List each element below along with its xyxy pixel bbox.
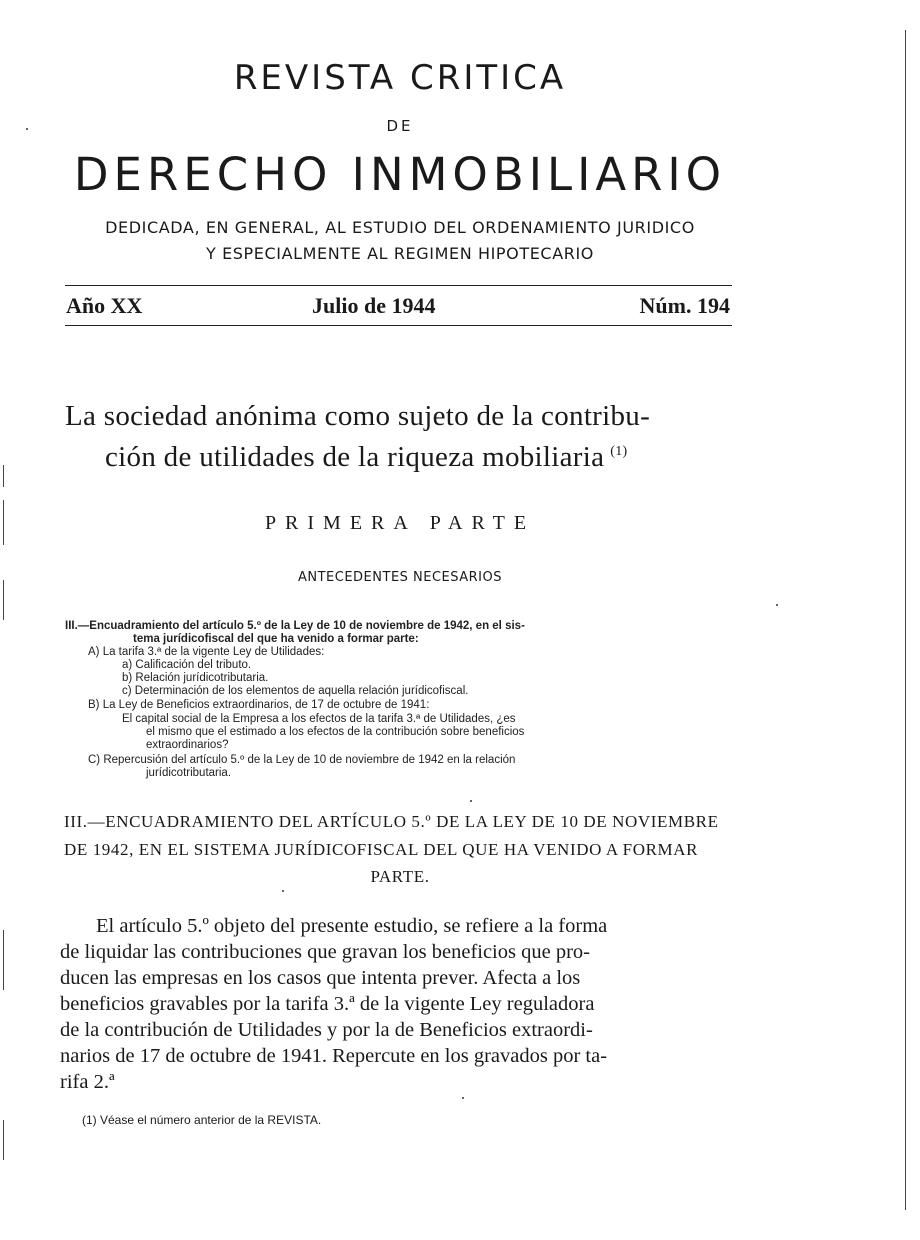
- scan-margin-mark: [3, 465, 4, 487]
- scan-speck: [282, 890, 284, 892]
- body-line: El artículo 5.º objeto del presente estudio, se refiere a la forma: [96, 915, 608, 937]
- scan-speck: [26, 128, 28, 130]
- toc-item: extraordinarios?: [146, 739, 229, 751]
- section-heading-line-1: III.—ENCUADRAMIENTO DEL ARTÍCULO 5.º DE LA LEY DE 10 DE NOVIEMBRE: [64, 812, 719, 831]
- issue-rule-top: [65, 285, 732, 286]
- body-line: de la contribución de Utilidades y por la de Beneficios extraordi-: [60, 1019, 593, 1041]
- scan-margin-mark: [3, 580, 4, 620]
- article-title-line-2-text: ción de utilidades de la riqueza mobiliaria: [105, 441, 605, 473]
- toc-item: C) Repercusión del artículo 5.º de la Ley de 10 de noviembre de 1942 en la relación: [88, 754, 516, 766]
- masthead-subtitle: DERECHO INMOBILIARIO: [73, 148, 727, 201]
- issue-year: Año XX: [66, 293, 143, 318]
- body-line: ducen las empresas en los casos que intenta prever. Afecta a los: [60, 967, 581, 989]
- footnote: (1) Véase el número anterior de la REVISTA.: [82, 1113, 322, 1127]
- toc-item: jurídicotributaria.: [146, 767, 232, 779]
- toc-item: c) Determinación de los elementos de aquella relación jurídicofiscal.: [122, 685, 469, 697]
- scan-speck: [776, 604, 778, 606]
- toc-item: tema jurídicofiscal del que ha venido a formar parte:: [133, 633, 419, 645]
- toc-item: III.—Encuadramiento del artículo 5.º de la Ley de 10 de noviembre de 1942, en el sis-: [65, 620, 525, 632]
- body-line: beneficios gravables por la tarifa 3.ª de la vigente Ley reguladora: [60, 993, 595, 1015]
- dedication-line-2: Y ESPECIALMENTE AL REGIMEN HIPOTECARIO: [206, 244, 594, 263]
- toc-item: B) La Ley de Beneficios extraordinarios, de 17 de octubre de 1941:: [88, 699, 430, 711]
- section-heading-line-3: PARTE.: [370, 867, 430, 886]
- issue-rule-bottom: [65, 325, 732, 326]
- article-title-line-2: [105, 441, 628, 474]
- body-line: de liquidar las contribuciones que gravan los beneficios que pro-: [60, 941, 590, 963]
- issue-number: Núm. 194: [639, 293, 730, 318]
- toc-item: b) Relación jurídicotributaria.: [122, 672, 269, 684]
- article-title-line-1: La sociedad anónima como sujeto de la contribu-: [65, 400, 651, 432]
- scan-margin-mark: [3, 930, 4, 990]
- body-line: narios de 17 de octubre de 1941. Repercute en los gravados por ta-: [60, 1045, 608, 1067]
- toc-item: El capital social de la Empresa a los efectos de la tarifa 3.ª de Utilidades, ¿es: [122, 713, 516, 725]
- issue-date: Julio de 1944: [312, 293, 436, 318]
- section-heading-line-2: DE 1942, EN EL SISTEMA JURÍDICOFISCAL DEL QUE HA VENIDO A FORMAR: [64, 840, 699, 859]
- scan-margin-mark: [3, 1120, 4, 1160]
- scan-speck: [462, 1097, 464, 1099]
- part-heading: PRIMERA PARTE: [264, 512, 536, 534]
- toc-item: a) Calificación del tributo.: [122, 659, 252, 671]
- antecedents-heading: ANTECEDENTES NECESARIOS: [297, 570, 503, 585]
- scan-edge-line: [905, 30, 906, 1210]
- footnote-marker: (1): [610, 444, 628, 460]
- toc-item: A) La tarifa 3.ª de la vigente Ley de Utilidades:: [88, 646, 325, 658]
- dedication-line-1: DEDICADA, EN GENERAL, AL ESTUDIO DEL ORDENAMIENTO JURIDICO: [105, 218, 695, 237]
- masthead-title: REVISTA CRITICA: [233, 58, 567, 98]
- body-line: rifa 2.ª: [60, 1071, 115, 1093]
- masthead-de: DE: [386, 117, 414, 135]
- scan-speck: [470, 800, 472, 802]
- toc-item: el mismo que el estimado a los efectos de la contribución sobre beneficios: [146, 726, 525, 738]
- scan-margin-mark: [3, 500, 4, 545]
